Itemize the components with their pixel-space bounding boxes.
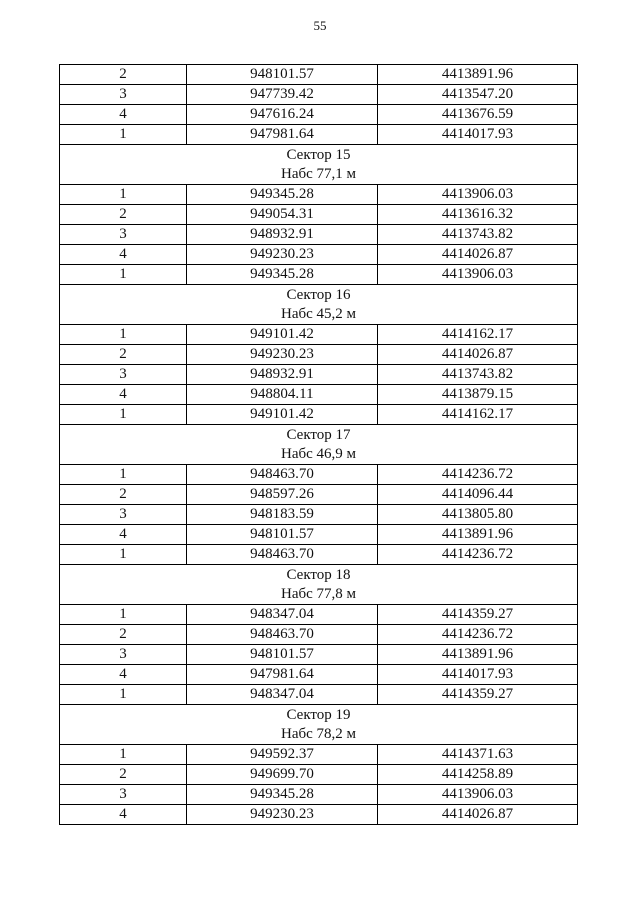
point-number-cell: 1	[60, 185, 187, 205]
x-coordinate-cell: 948463.70	[187, 625, 378, 645]
sector-header-row	[60, 285, 578, 325]
x-coordinate-cell: 948101.57	[187, 645, 378, 665]
point-number-cell: 4	[60, 665, 187, 685]
table-row	[60, 685, 578, 705]
x-coordinate-cell: 949345.28	[187, 785, 378, 805]
sector-elevation: Набс 77,8 м	[280, 586, 357, 602]
coordinates-table-body	[60, 65, 578, 825]
x-coordinate-cell: 948597.26	[187, 485, 378, 505]
sector-header-row	[60, 425, 578, 465]
y-coordinate-cell: 4413743.82	[378, 365, 578, 385]
table-row	[60, 265, 578, 285]
sector-elevation: Набс 78,2 м	[280, 726, 357, 742]
x-coordinate-cell: 949699.70	[187, 765, 378, 785]
table-row	[60, 625, 578, 645]
x-coordinate-cell: 947981.64	[187, 125, 378, 145]
sector-header-row	[60, 565, 578, 605]
sector-title: Сектор 17	[286, 427, 351, 443]
sector-elevation: Набс 45,2 м	[280, 306, 357, 322]
y-coordinate-cell: 4414026.87	[378, 345, 578, 365]
point-number-cell: 1	[60, 325, 187, 345]
sector-header-cell	[60, 425, 578, 465]
y-coordinate-cell: 4414162.17	[378, 325, 578, 345]
table-row	[60, 505, 578, 525]
point-number-cell: 4	[60, 525, 187, 545]
table-row	[60, 645, 578, 665]
table-row	[60, 185, 578, 205]
y-coordinate-cell: 4413676.59	[378, 105, 578, 125]
sector-title: Сектор 19	[286, 707, 351, 723]
x-coordinate-cell: 947981.64	[187, 665, 378, 685]
sector-header-cell	[60, 285, 578, 325]
y-coordinate-cell: 4414017.93	[378, 665, 578, 685]
x-coordinate-cell: 948463.70	[187, 465, 378, 485]
y-coordinate-cell: 4413906.03	[378, 265, 578, 285]
x-coordinate-cell: 949101.42	[187, 325, 378, 345]
y-coordinate-cell: 4413547.20	[378, 85, 578, 105]
y-coordinate-cell: 4414359.27	[378, 685, 578, 705]
point-number-cell: 3	[60, 225, 187, 245]
y-coordinate-cell: 4414096.44	[378, 485, 578, 505]
point-number-cell: 1	[60, 605, 187, 625]
y-coordinate-cell: 4414258.89	[378, 765, 578, 785]
point-number-cell: 4	[60, 805, 187, 825]
table-row	[60, 465, 578, 485]
y-coordinate-cell: 4414371.63	[378, 745, 578, 765]
x-coordinate-cell: 948932.91	[187, 365, 378, 385]
table-row	[60, 545, 578, 565]
sector-title: Сектор 15	[286, 147, 351, 163]
sector-header-row	[60, 145, 578, 185]
table-row	[60, 205, 578, 225]
table-row	[60, 245, 578, 265]
page-number: 55	[313, 18, 327, 33]
table-row	[60, 665, 578, 685]
y-coordinate-cell: 4413906.03	[378, 185, 578, 205]
x-coordinate-cell: 948183.59	[187, 505, 378, 525]
table-row	[60, 765, 578, 785]
x-coordinate-cell: 948347.04	[187, 605, 378, 625]
point-number-cell: 3	[60, 365, 187, 385]
point-number-cell: 2	[60, 205, 187, 225]
table-row	[60, 805, 578, 825]
point-number-cell: 3	[60, 645, 187, 665]
sector-header-cell	[60, 565, 578, 605]
y-coordinate-cell: 4413891.96	[378, 645, 578, 665]
y-coordinate-cell: 4413879.15	[378, 385, 578, 405]
x-coordinate-cell: 949054.31	[187, 205, 378, 225]
y-coordinate-cell: 4414017.93	[378, 125, 578, 145]
point-number-cell: 1	[60, 405, 187, 425]
table-row	[60, 405, 578, 425]
table-row	[60, 325, 578, 345]
sector-header-cell	[60, 705, 578, 745]
x-coordinate-cell: 947616.24	[187, 105, 378, 125]
x-coordinate-cell: 948101.57	[187, 65, 378, 85]
x-coordinate-cell: 949101.42	[187, 405, 378, 425]
y-coordinate-cell: 4414359.27	[378, 605, 578, 625]
x-coordinate-cell: 948101.57	[187, 525, 378, 545]
y-coordinate-cell: 4414026.87	[378, 805, 578, 825]
table-row	[60, 125, 578, 145]
table-row	[60, 85, 578, 105]
sector-elevation: Набс 46,9 м	[280, 446, 357, 462]
table-row	[60, 65, 578, 85]
table-row	[60, 745, 578, 765]
table-row	[60, 385, 578, 405]
point-number-cell: 2	[60, 485, 187, 505]
table-row	[60, 225, 578, 245]
point-number-cell: 1	[60, 465, 187, 485]
x-coordinate-cell: 949230.23	[187, 245, 378, 265]
x-coordinate-cell: 948932.91	[187, 225, 378, 245]
point-number-cell: 2	[60, 65, 187, 85]
x-coordinate-cell: 947739.42	[187, 85, 378, 105]
point-number-cell: 4	[60, 105, 187, 125]
table-row	[60, 605, 578, 625]
sector-header-cell	[60, 145, 578, 185]
y-coordinate-cell: 4414236.72	[378, 545, 578, 565]
x-coordinate-cell: 948463.70	[187, 545, 378, 565]
table-row	[60, 365, 578, 385]
x-coordinate-cell: 948804.11	[187, 385, 378, 405]
y-coordinate-cell: 4413805.80	[378, 505, 578, 525]
y-coordinate-cell: 4413743.82	[378, 225, 578, 245]
table-row	[60, 485, 578, 505]
y-coordinate-cell: 4414026.87	[378, 245, 578, 265]
y-coordinate-cell: 4413891.96	[378, 525, 578, 545]
point-number-cell: 3	[60, 85, 187, 105]
y-coordinate-cell: 4414236.72	[378, 625, 578, 645]
x-coordinate-cell: 949345.28	[187, 185, 378, 205]
sector-elevation: Набс 77,1 м	[280, 166, 357, 182]
point-number-cell: 2	[60, 765, 187, 785]
table-row	[60, 105, 578, 125]
sector-header-row	[60, 705, 578, 745]
coordinates-table	[59, 64, 578, 825]
y-coordinate-cell: 4413891.96	[378, 65, 578, 85]
x-coordinate-cell: 949230.23	[187, 345, 378, 365]
x-coordinate-cell: 949230.23	[187, 805, 378, 825]
y-coordinate-cell: 4413906.03	[378, 785, 578, 805]
point-number-cell: 3	[60, 785, 187, 805]
point-number-cell: 2	[60, 345, 187, 365]
table-row	[60, 785, 578, 805]
x-coordinate-cell: 949345.28	[187, 265, 378, 285]
point-number-cell: 1	[60, 685, 187, 705]
point-number-cell: 4	[60, 385, 187, 405]
point-number-cell: 2	[60, 625, 187, 645]
x-coordinate-cell: 949592.37	[187, 745, 378, 765]
y-coordinate-cell: 4414236.72	[378, 465, 578, 485]
x-coordinate-cell: 948347.04	[187, 685, 378, 705]
point-number-cell: 1	[60, 125, 187, 145]
sector-title: Сектор 18	[286, 567, 351, 583]
y-coordinate-cell: 4413616.32	[378, 205, 578, 225]
point-number-cell: 3	[60, 505, 187, 525]
table-row	[60, 345, 578, 365]
point-number-cell: 1	[60, 265, 187, 285]
point-number-cell: 1	[60, 545, 187, 565]
sector-title: Сектор 16	[286, 287, 351, 303]
y-coordinate-cell: 4414162.17	[378, 405, 578, 425]
point-number-cell: 1	[60, 745, 187, 765]
point-number-cell: 4	[60, 245, 187, 265]
table-row	[60, 525, 578, 545]
